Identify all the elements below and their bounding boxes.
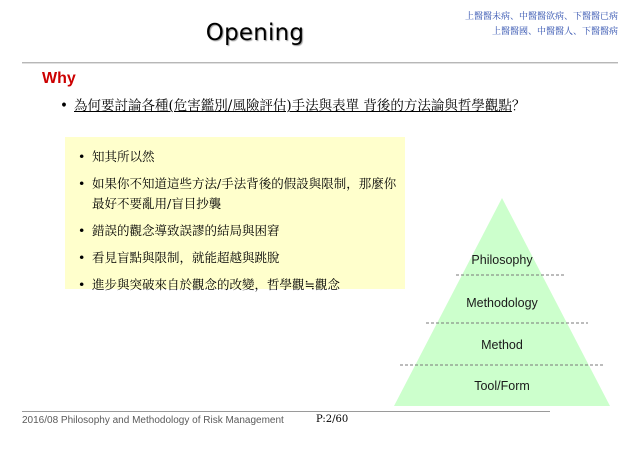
page-number: P:2/60 <box>316 414 349 425</box>
footer-course-title: 2016/08 Philosophy and Methodology of Risk Management <box>22 415 284 426</box>
proverb-text <box>418 10 618 40</box>
bullet-icon: • <box>60 98 68 114</box>
section-heading-why: Why <box>42 70 76 87</box>
proverb-line-1: 上醫醫未病、中醫醫欲病、下醫醫已病 <box>464 12 618 22</box>
pyramid-level-method: Method <box>481 338 523 352</box>
pyramid-level-philosophy: Philosophy <box>471 253 533 267</box>
footer-divider <box>22 411 550 412</box>
note-item: • 錯誤的觀念導致誤謬的結局與困窘 <box>78 221 398 241</box>
note-item: • 看見盲點與限制，就能超越與跳脫 <box>78 248 398 268</box>
pyramid-level-methodology: Methodology <box>466 296 538 310</box>
slide-title: Opening <box>205 20 305 46</box>
question-line <box>60 94 525 114</box>
note-item: • 進步與突破來自於觀念的改變，哲學觀≒觀念 <box>78 275 398 295</box>
pyramid-level-tool-form: Tool/Form <box>474 379 530 393</box>
note-item: • 如果你不知道這些方法/手法背後的假設與限制，那麼你最好不要亂用/盲目抄襲 <box>78 174 398 214</box>
question-text: 為何要討論各種(危害鑑別/風險評估)手法與表單 背後的方法論與哲學觀點 <box>74 98 512 114</box>
header-divider <box>22 62 618 64</box>
notes-list <box>78 147 398 302</box>
proverb-line-2: 上醫醫國、中醫醫人、下醫醫病 <box>491 27 618 37</box>
note-item: • 知其所以然 <box>78 147 398 167</box>
question-mark: ？ <box>511 98 526 114</box>
